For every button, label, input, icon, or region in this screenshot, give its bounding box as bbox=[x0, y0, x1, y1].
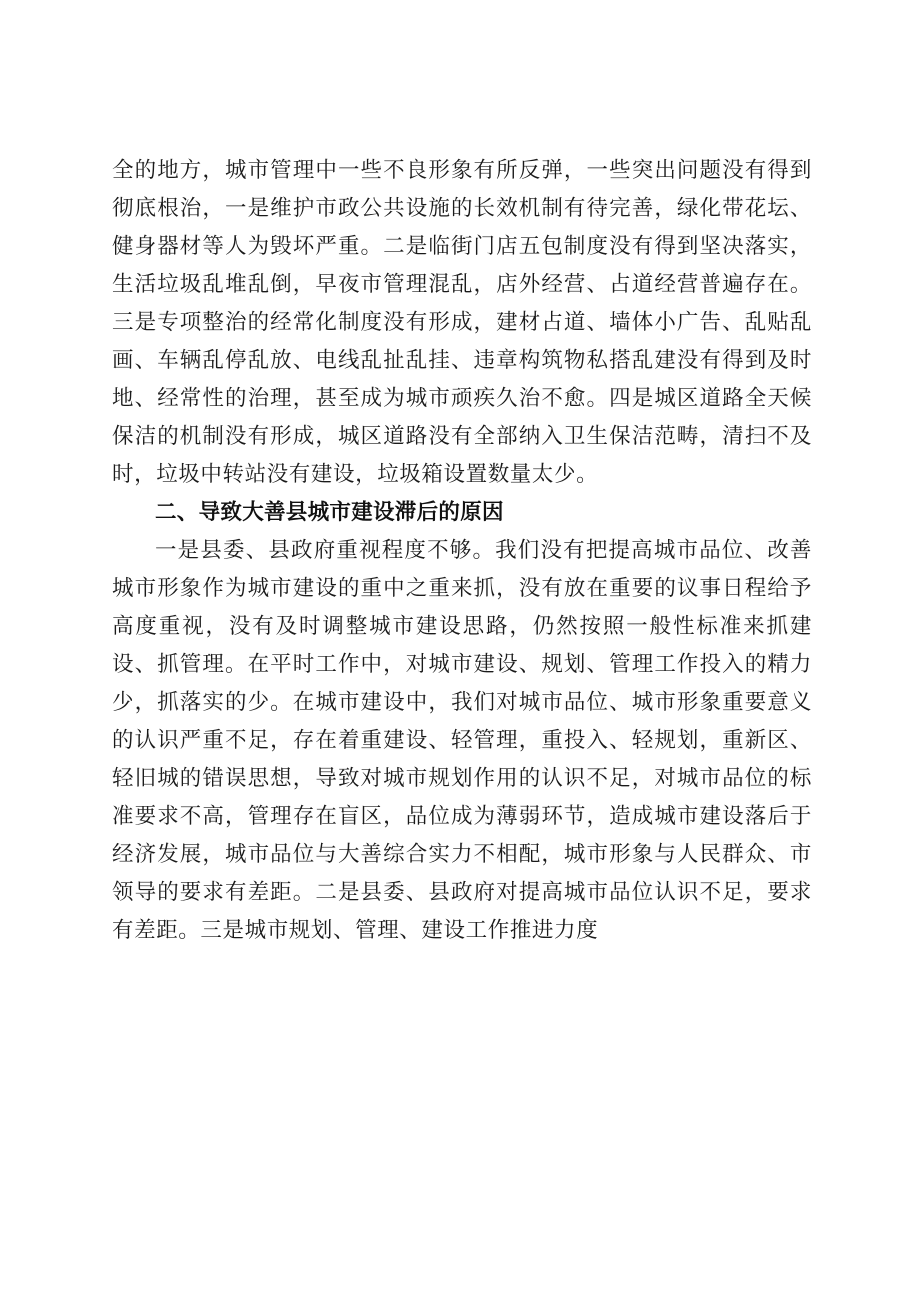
section-heading: 二、导致大善县城市建设滞后的原因 bbox=[155, 500, 504, 525]
body-paragraph-continued: 全的地方，城市管理中一些不良形象有所反弹，一些突出问题没有得到彻底根治，一是维护市政公共设施的长效机制有待完善，绿化带花坛、健身器材等人为毁坏严重。二是临街门店五包制度没有得到坚决落实，生活垃圾乱堆乱倒，早夜市管理混乱，店外经营、占道经营普遍存在。三是专项整治的经常化制度没有形成，建材占道、墙体小广告、乱贴乱画、车辆乱停乱放、电线乱扯乱挂、违章构筑物私搭乱建没有得到及时地、经常性的治理，甚至成为城市顽疾久治不愈。四是城区道路全天候保洁的机制没有形成，城区道路没有全部纳入卫生保洁范畴，清扫不及时，垃圾中转站没有建设，垃圾箱设置数量太少。 bbox=[112, 158, 812, 487]
document-page bbox=[112, 152, 812, 950]
body-paragraph-reasons: 一是县委、县政府重视程度不够。我们没有把提高城市品位、改善城市形象作为城市建设的重中之重来抓，没有放在重要的议事日程给予高度重视，没有及时调整城市建设思路，仍然按照一般性标准来抓建设、抓管理。在平时工作中，对城市建设、规划、管理工作投入的精力少，抓落实的少。在城市建设中，我们对城市品位、城市形象重要意义的认识严重不足，存在着重建设、轻管理，重投入、轻规划，重新区、轻旧城的错误思想，导致对城市规划作用的认识不足，对城市品位的标准要求不高，管理存在盲区，品位成为薄弱环节，造成城市建设落后于经济发展，城市品位与大善综合实力不相配，城市形象与人民群众、市领导的要求有差距。二是县委、县政府对提高城市品位认识不足，要求有差距。三是城市规划、管理、建设工作推进力度 bbox=[112, 538, 812, 943]
